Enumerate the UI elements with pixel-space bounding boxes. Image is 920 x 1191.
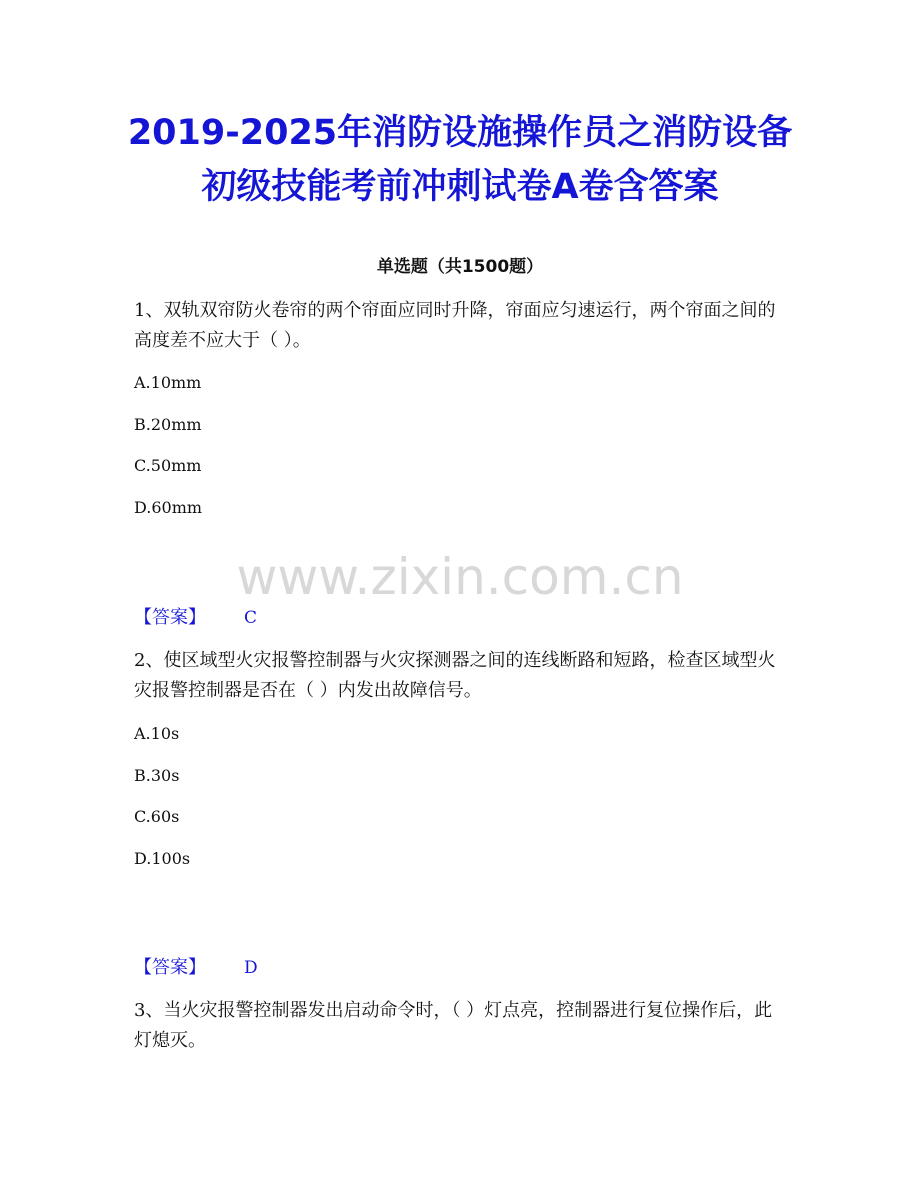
title-line-1: 2019-2025年消防设施操作员之消防设备 bbox=[127, 113, 793, 153]
question-2-answer bbox=[134, 956, 258, 980]
answer-label: 【答案】 bbox=[134, 957, 206, 978]
question-1-option-d: D.60mm bbox=[134, 498, 203, 517]
question-2-option-a: A.10s bbox=[134, 724, 180, 743]
question-3-text: 3、当火灾报警控制器发出启动命令时，（ ）灯点亮，控制器进行复位操作后，此灯熄灭。 bbox=[134, 1000, 773, 1051]
answer-label: 【答案】 bbox=[134, 607, 206, 628]
section-heading: 单选题（共1500题） bbox=[376, 257, 544, 277]
question-2-option-b: B.30s bbox=[134, 766, 180, 785]
answer-value: D bbox=[244, 958, 258, 978]
question-1-option-b: B.20mm bbox=[134, 415, 202, 434]
watermark: www.zixin.com.cn bbox=[236, 548, 684, 606]
answer-value: C bbox=[244, 608, 258, 628]
question-1-option-c: C.50mm bbox=[134, 456, 202, 475]
question-1-text: 1、双轨双帘防火卷帘的两个帘面应同时升降，帘面应匀速运行，两个帘面之间的高度差不应大于（ ）。 bbox=[134, 300, 776, 351]
title-line-2: 初级技能考前冲刺试卷A卷含答案 bbox=[201, 167, 719, 207]
question-1-answer bbox=[134, 606, 257, 630]
question-1-option-a: A.10mm bbox=[134, 373, 202, 392]
question-2-option-c: C.60s bbox=[134, 807, 180, 826]
question-2-option-d: D.100s bbox=[134, 849, 191, 868]
question-2-text: 2、使区域型火灾报警控制器与火灾探测器之间的连线断路和短路，检查区域型火灾报警控制器是否在（ ）内发出故障信号。 bbox=[134, 650, 776, 701]
document-title bbox=[60, 106, 860, 214]
